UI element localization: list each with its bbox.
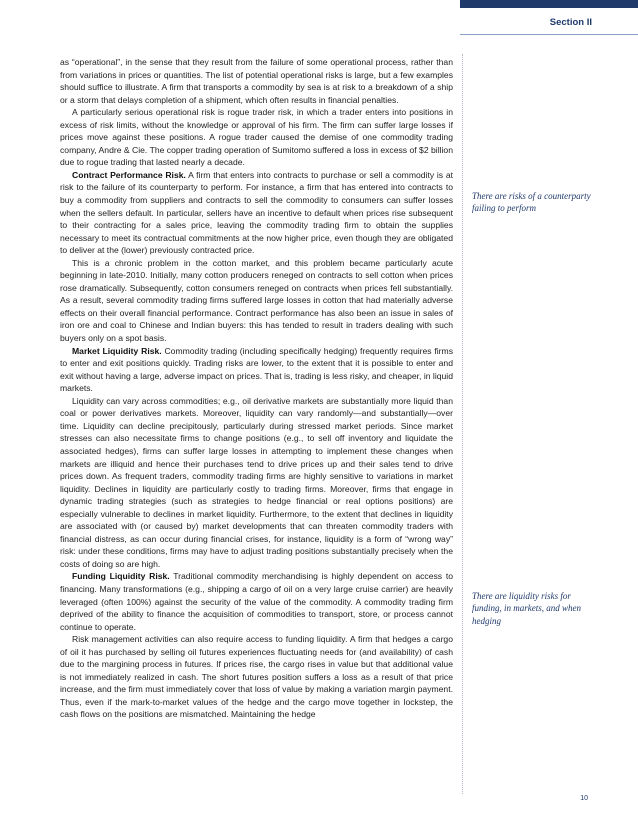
paragraph-liquidity-variation: Liquidity can vary across commodities; e.g., oil derivative markets are substantially more liquid than coal or power derivatives markets. Moreover, liquidity can vary randomly—and substantially—over time. Liquidity can decline precipitously, particularly during stressed market periods. Since market stresses can also necessitate firms to change positions (e.g., to sell off inventory and liquidate the associated hedges), firms can suffer large losses in attempting to implement these changes when markets are illiquid and hence their purchases tend to drive prices up and their sales tend to drive prices down. As frequent traders, commodity trading firms are highly sensitive to variations in market liquidity. Declines in liquidity are particularly costly to trading firms. Moreover, firms that engage in dynamic trading strategies (such as strategies to hedge financial or real options positions) are especially vulnerable to declines in market liquidity. Furthermore, to the extent that declines in liquidity are associated with (or caused by) market developments that can threaten commodity traders with financial distress, as can occur during financial crises, for instance, liquidity is a form of “wrong way” risk: under these conditions, firms may have to adjust trading positions substantially precisely when the costs of doing so are high. bbox=[60, 395, 453, 569]
paragraph-cotton-market: This is a chronic problem in the cotton market, and this problem became particularly acute beginning in late-2010. Initially, many cotton producers reneged on contracts to sell cotton when prices rose dramatically. Subsequently, cotton consumers reneged on contracts when prices fell substantially. As a result, several commodity trading firms suffered large losses in cotton that had materially adverse effects on their overall financial performance. Contract performance has also been an issue in sales of iron ore and coal to Chinese and Indian buyers: this has tended to result in traders dealing with such buyers only on a spot basis. bbox=[60, 257, 453, 344]
header-rule bbox=[460, 34, 638, 35]
main-text-column bbox=[60, 56, 453, 721]
margin-divider bbox=[462, 54, 463, 794]
page-number: 10 bbox=[580, 795, 588, 802]
sidenote-counterparty: There are risks of a counterparty failing to perform bbox=[472, 191, 591, 214]
paragraph-rogue-trader: A particularly serious operational risk is rogue trader risk, in which a trader enters into positions in excess of risk limits, without the knowledge or approval of his firm. The firm can suffer large losses if prices move against these positions. A rogue trader caused the demise of one commodity trading company, Andre & Cie. The copper trading operation of Sumitomo suffered a loss in excess of $2 billion due to rogue trading that lasted nearly a decade. bbox=[60, 107, 453, 168]
paragraph-market-liquidity: Market Liquidity Risk. Commodity trading (including specifically hedging) frequently requires firms to enter and exit positions quickly. Trading risks are lower, to the extent that it is possible to enter and exit without having a large, adverse impact on prices. That is, trading is less risky, and cheaper, in liquid markets. bbox=[60, 345, 453, 394]
sidenote-liquidity: There are liquidity risks for funding, in markets, and when hedging bbox=[472, 591, 581, 626]
paragraph-risk-management-funding: Risk management activities can also require access to funding liquidity. A firm that hedges a cargo of oil it has purchased by selling oil futures experiences fluctuating needs for (and availability) of cash due to the margining process in futures. If prices rise, the cargo rises in value but that additional value is not immediately realized in cash. The short futures position suffers a loss as a result of that price increase, and the firm must immediately cover that loss of value by making a variation margin payment. Thus, even if the mark-to-market values of the hedge and the cargo move together in lockstep, the cash flows on the positions are mismatched. Maintaining the hedge bbox=[60, 634, 453, 720]
section-label: Section II bbox=[549, 17, 592, 28]
heading-contract-performance: Contract Performance Risk. bbox=[72, 169, 186, 180]
paragraph-contract-performance: Contract Performance Risk. A firm that enters into contracts to purchase or sell a commodity is at risk to the failure of its counterparty to perform. For instance, a firm that has entered into contracts to buy a commodity from suppliers and contracts to sell the commodity to consumers can suffer losses when the sellers default. In particular, sellers have an incentive to default when prices rise subsequent to their contracting for a sales price, leaving the commodity trading firm to obtain the supplies necessary to meet its contractual commitments at the now higher price, even though they are obligated to deliver at the (lower) previously contracted price. bbox=[60, 169, 453, 256]
heading-funding-liquidity: Funding Liquidity Risk. bbox=[72, 571, 170, 582]
paragraph-operational-intro: as “operational”, in the sense that they result from the failure of some operational process, rather than from variations in prices or quantities. The list of potential operational risks is large, but a few examples should suffice to illustrate. A firm that transports a commodity by sea is at risk to a breakdown of a ship or a storm that delays completion of a shipment, which often results in financial penalties. bbox=[60, 57, 453, 105]
heading-market-liquidity: Market Liquidity Risk. bbox=[72, 345, 162, 356]
paragraph-funding-liquidity: Funding Liquidity Risk. Traditional commodity merchandising is highly dependent on access to financing. Many transformations (e.g., shipping a cargo of oil on a very large cruise carrier) are heavily leveraged (often 100%) against the security of the value of the commodity. A commodity trading firm deprived of the ability to finance the acquisition of commodities to transport, store, or process cannot continue to operate. bbox=[60, 571, 453, 632]
header-accent-bar bbox=[460, 0, 638, 8]
